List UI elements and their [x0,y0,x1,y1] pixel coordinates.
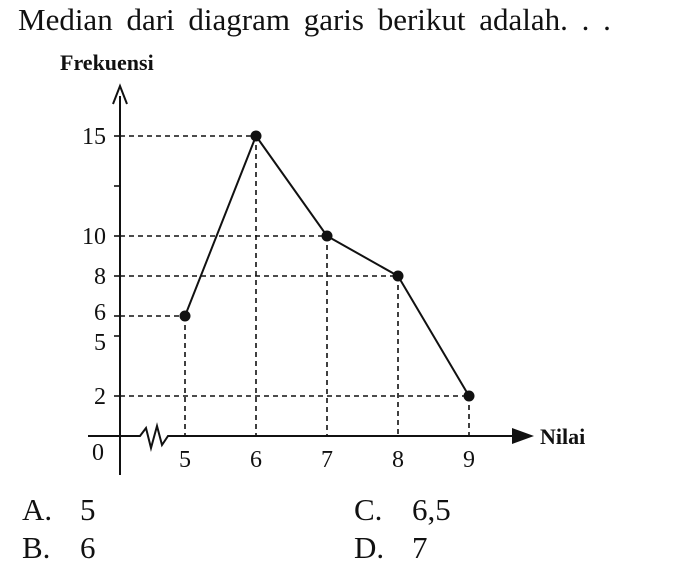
origin-label: 0 [92,440,104,466]
y-axis-title: Frekuensi [60,50,154,75]
data-point [464,391,475,402]
x-tick-label: 9 [463,447,475,473]
tick-labels [60,50,585,473]
option-d-value: 7 [412,530,428,565]
option-b[interactable] [22,530,96,566]
option-c-value: 6,5 [412,492,451,527]
y-tick-label: 6 [94,300,106,326]
option-a[interactable] [22,492,96,528]
option-d[interactable] [354,530,428,566]
data-point [322,231,333,242]
y-tick-label: 2 [94,384,106,410]
x-axis-arrow [512,428,534,444]
option-c[interactable] [354,492,451,528]
option-a-value: 5 [80,492,96,527]
data-point [251,131,262,142]
x-axis-title: Nilai [540,424,586,449]
x-tick-label: 7 [321,447,333,473]
x-axis [88,426,520,448]
question-text: Median dari diagram garis berikut adalah. . . [18,2,611,37]
data-point [180,311,191,322]
axes [88,86,534,475]
y-tick-label: 8 [94,264,106,290]
option-a-letter: A. [22,492,53,527]
x-tick-label: 8 [392,447,404,473]
option-d-letter: D. [354,530,385,565]
y-tick-label: 10 [82,224,106,250]
data-point [393,271,404,282]
x-tick-label: 6 [250,447,262,473]
option-b-value: 6 [80,530,96,565]
guide-lines [120,136,469,436]
x-tick-label: 5 [179,447,191,473]
y-tick-label: 15 [82,124,106,150]
y-tick-label: 5 [94,330,106,356]
option-b-letter: B. [22,530,51,565]
option-c-letter: C. [354,492,383,527]
